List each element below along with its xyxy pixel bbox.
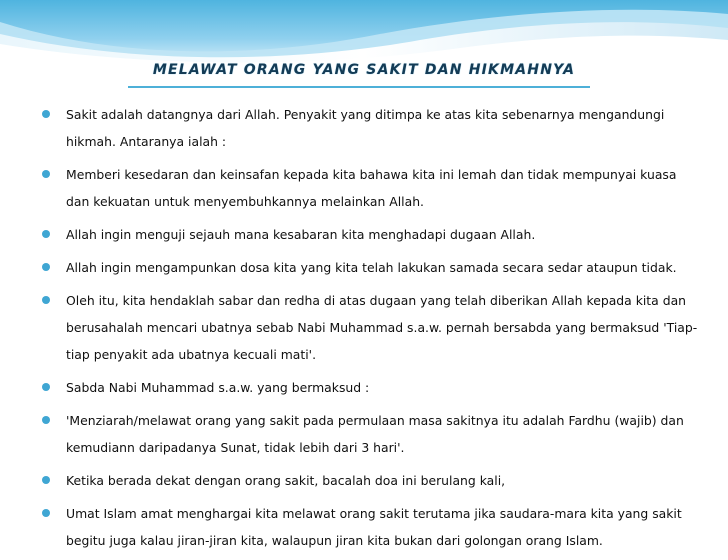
bullet-text: Ketika berada dekat dengan orang sakit, bacalah doa ini berulang kali, xyxy=(66,473,506,488)
bullet-text: Allah ingin menguji sejauh mana kesabaran kita menghadapi dugaan Allah. xyxy=(66,227,536,242)
bullet-dot-icon xyxy=(42,110,50,118)
bullet-dot-icon xyxy=(42,296,50,304)
bullet-item xyxy=(0,467,728,494)
bullet-item xyxy=(0,374,728,401)
title-underline xyxy=(128,86,590,88)
bullet-dot-icon xyxy=(42,509,50,517)
bullet-text: Umat Islam amat menghargai kita melawat orang sakit terutama jika saudara-mara kita yang sakit begitu juga kalau jiran-jiran kita, walaupun jiran kita bukan dari golongan orang Islam. xyxy=(66,506,682,548)
bullet-text: Sabda Nabi Muhammad s.a.w. yang bermaksud : xyxy=(66,380,370,395)
bullet-dot-icon xyxy=(42,170,50,178)
bullet-text: 'Menziarah/melawat orang yang sakit pada permulaan masa sakitnya itu adalah Fardhu (wajib) dan kemudiann daripadanya Sunat, tidak lebih dari 3 hari'. xyxy=(66,413,684,455)
bullet-dot-icon xyxy=(42,476,50,484)
bullet-item xyxy=(0,161,728,215)
bullet-text: Sakit adalah datangnya dari Allah. Penyakit yang ditimpa ke atas kita sebenarnya mengandungi hikmah. Antaranya ialah : xyxy=(66,107,665,149)
bullet-dot-icon xyxy=(42,230,50,238)
bullet-text: Allah ingin mengampunkan dosa kita yang kita telah lakukan samada secara sedar ataupun tidak. xyxy=(66,260,677,275)
bullet-dot-icon xyxy=(42,383,50,391)
header-wave-decoration xyxy=(0,0,728,64)
bullet-text: Oleh itu, kita hendaklah sabar dan redha di atas dugaan yang telah diberikan Allah kepada kita dan berusahalah mencari ubatnya sebab Nabi Muhammad s.a.w. pernah bersabda yang bermaksud 'Tiap-tiap penyakit ada ubatnya kecuali mati'. xyxy=(66,293,698,362)
slide-title: MELAWAT ORANG YANG SAKIT DAN HIKMAHNYA xyxy=(152,62,576,78)
bullet-dot-icon xyxy=(42,416,50,424)
bullet-item xyxy=(0,221,728,248)
bullet-dot-icon xyxy=(42,263,50,271)
bullet-item xyxy=(0,101,728,155)
bullet-item xyxy=(0,287,728,368)
bullet-item xyxy=(0,407,728,461)
bullet-text: Memberi kesedaran dan keinsafan kepada kita bahawa kita ini lemah dan tidak mempunyai kuasa dan kekuatan untuk menyembuhkannya melainkan Allah. xyxy=(66,167,677,209)
bullet-list xyxy=(0,101,728,560)
bullet-item xyxy=(0,254,728,281)
